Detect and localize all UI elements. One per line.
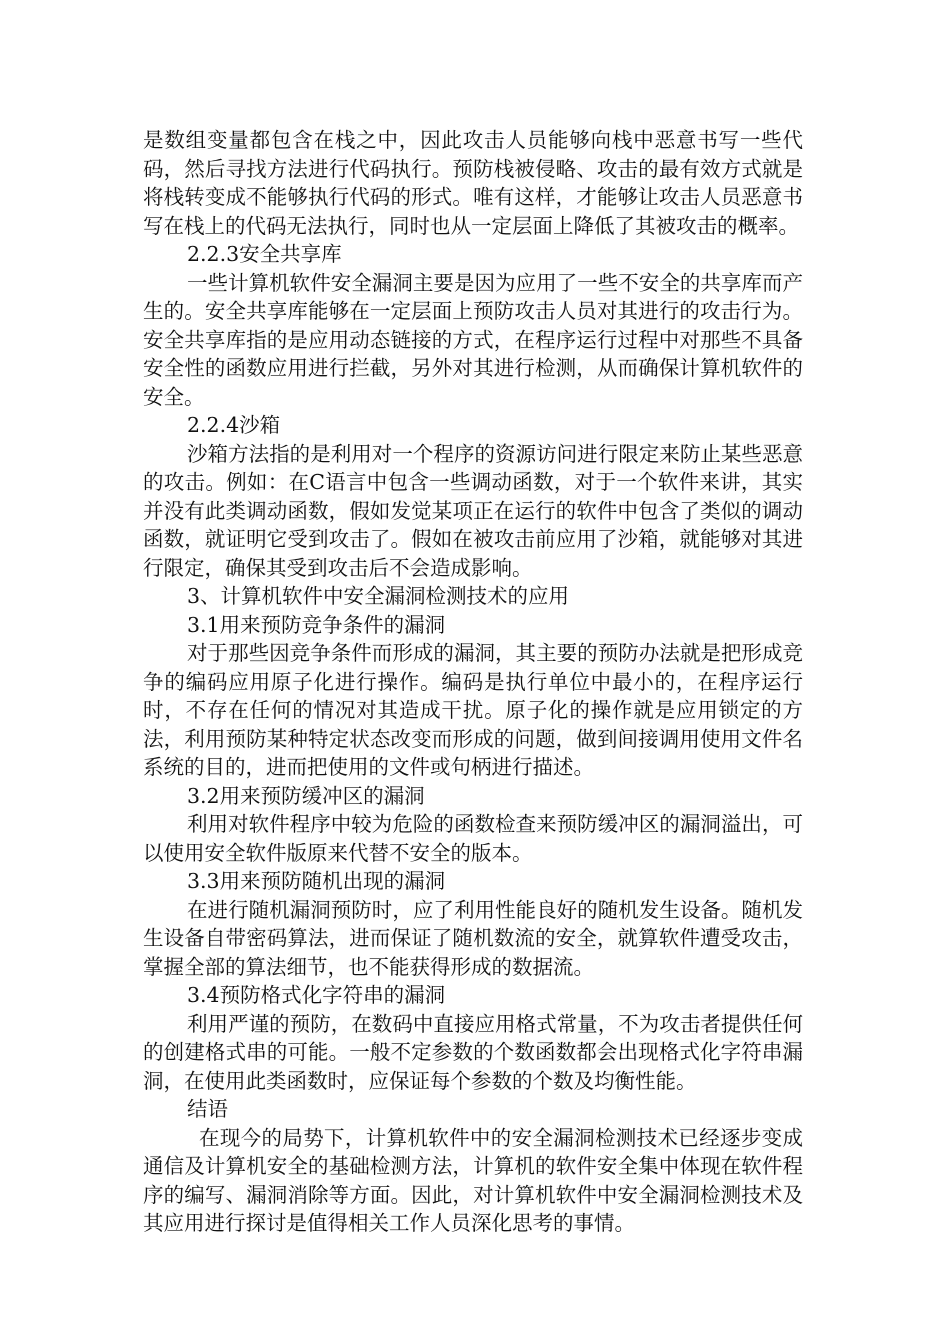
paragraph-sandbox: 沙箱方法指的是利用对一个程序的资源访问进行限定来防止某些恶意的攻击。例如：在C语言中包含一些调动函数，对于一个软件来讲，其实并没有此类调动函数，假如发觉某项正在运行的软件中包含了类似的调动函数，就证明它受到攻击了。假如在被攻击前应用了沙箱，就能够对其进行限定，确保其受到攻击后不会造成影响。 — [143, 441, 803, 580]
section-heading-3-1: 3.1用来预防竞争条件的漏洞 — [187, 612, 446, 637]
paragraph-shared-library: 一些计算机软件安全漏洞主要是因为应用了一些不安全的共享库而产生的。安全共享库能够在一定层面上预防攻击人员对其进行的攻击行为。安全共享库指的是应用动态链接的方式，在程序运行过程中对那些不具备安全性的函数应用进行拦截，另外对其进行检测，从而确保计算机软件的安全。 — [143, 270, 803, 409]
paragraph-buffer: 利用对软件程序中较为危险的函数检查来预防缓冲区的漏洞溢出，可以使用安全软件版原来代替不安全的版本。 — [143, 812, 803, 865]
paragraph-conclusion: 在现今的局势下，计算机软件中的安全漏洞检测技术已经逐步变成通信及计算机安全的基础检测方法，计算机的软件安全集中体现在软件程序的编写、漏洞消除等方面。因此，对计算机软件中安全漏洞检测技术及其应用进行探讨是值得相关工作人员深化思考的事情。 — [143, 1125, 803, 1235]
paragraph-race-condition: 对于那些因竞争条件而形成的漏洞，其主要的预防办法就是把形成竞争的编码应用原子化进行操作。编码是执行单位中最小的，在程序运行时，不存在任何的情况对其造成干扰。原子化的操作就是应用锁定的方法，利用预防某种特定状态改变而形成的问题，做到间接调用使用文件名系统的目的，进而把使用的文件或句柄进行描述。 — [143, 641, 803, 779]
section-heading-conclusion: 结语 — [187, 1097, 228, 1121]
section-heading-3-4: 3.4预防格式化字符串的漏洞 — [187, 983, 446, 1007]
section-heading-2-2-3: 2.2.3安全共享库 — [187, 242, 342, 266]
document-body — [143, 126, 803, 1238]
paragraph-random: 在进行随机漏洞预防时，应了利用性能良好的随机发生设备。随机发生设备自带密码算法，进而保证了随机数流的安全，就算软件遭受攻击，掌握全部的算法细节，也不能获得形成的数据流。 — [143, 897, 803, 979]
paragraph-format-string: 利用严谨的预防，在数码中直接应用格式常量，不为攻击者提供任何的创建格式串的可能。一般不定参数的个数函数都会出现格式化字符串漏洞，在使用此类函数时，应保证每个参数的个数及均衡性能。 — [143, 1011, 803, 1093]
section-heading-2-2-4: 2.2.4沙箱 — [187, 413, 281, 437]
section-heading-3-2: 3.2用来预防缓冲区的漏洞 — [187, 783, 425, 808]
paragraph-continued: 是数组变量都包含在栈之中，因此攻击人员能够向栈中恶意书写一些代码，然后寻找方法进行代码执行。预防栈被侵略、攻击的最有效方式就是将栈转变成不能够执行代码的形式。唯有这样，才能够让攻击人员恶意书写在栈上的代码无法执行，同时也从一定层面上降低了其被攻击的概率。 — [143, 128, 803, 238]
section-heading-3: 3、计算机软件中安全漏洞检测技术的应用 — [187, 584, 570, 608]
section-heading-3-3: 3.3用来预防随机出现的漏洞 — [187, 869, 446, 893]
